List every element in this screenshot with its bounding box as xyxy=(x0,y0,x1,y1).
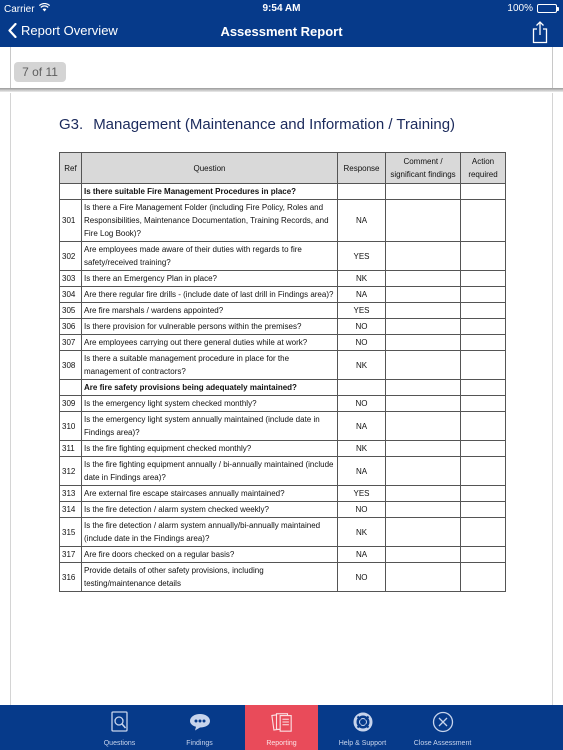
row-ref: 301 xyxy=(60,200,82,242)
lifebuoy-icon xyxy=(352,711,374,733)
row-action xyxy=(461,287,506,303)
nav-title: Assessment Report xyxy=(220,24,343,39)
row-comment xyxy=(386,441,461,457)
row-response: NA xyxy=(338,412,386,441)
row-comment xyxy=(386,412,461,441)
tab-close-assessment[interactable] xyxy=(406,705,479,750)
row-ref: 312 xyxy=(60,457,82,486)
table-row xyxy=(60,271,506,287)
row-comment xyxy=(386,335,461,351)
status-time: 9:54 AM xyxy=(262,3,301,14)
page-separator xyxy=(0,88,563,92)
row-comment xyxy=(386,319,461,335)
row-ref xyxy=(60,380,82,396)
row-comment xyxy=(386,242,461,271)
tab-findings[interactable] xyxy=(163,705,236,750)
row-response: NO xyxy=(338,502,386,518)
row-ref: 309 xyxy=(60,396,82,412)
row-comment xyxy=(386,486,461,502)
table-section-row xyxy=(60,380,506,396)
tab-bar xyxy=(0,705,563,750)
row-response: NO xyxy=(338,396,386,412)
row-question: Is there provision for vulnerable persons within the premises? xyxy=(82,319,338,335)
row-action xyxy=(461,351,506,380)
section-number: G3. xyxy=(59,116,84,133)
table-header-row xyxy=(60,153,506,184)
row-comment xyxy=(386,303,461,319)
row-ref: 307 xyxy=(60,335,82,351)
row-response: YES xyxy=(338,486,386,502)
column-header-question: Question xyxy=(82,153,338,184)
row-question: Is there a suitable management procedure in place for the management of contractors? xyxy=(82,351,338,380)
row-question: Is there an Emergency Plan in place? xyxy=(82,271,338,287)
row-action xyxy=(461,303,506,319)
column-header-action: Action required xyxy=(461,153,506,184)
magnifier-document-icon xyxy=(109,711,131,733)
chevron-left-icon xyxy=(8,23,17,38)
tab-label-findings: Findings xyxy=(186,740,213,747)
column-header-comment: Comment / significant findings xyxy=(386,153,461,184)
page-indicator: 7 of 11 xyxy=(14,62,66,82)
row-comment xyxy=(386,184,461,200)
table-row xyxy=(60,303,506,319)
row-action xyxy=(461,486,506,502)
status-right xyxy=(507,3,557,14)
row-ref: 302 xyxy=(60,242,82,271)
tab-questions[interactable] xyxy=(83,705,156,750)
row-response: NO xyxy=(338,335,386,351)
row-response: YES xyxy=(338,242,386,271)
row-question: Are external fire escape staircases annually maintained? xyxy=(82,486,338,502)
section-title: Management (Maintenance and Information / Training) xyxy=(93,116,456,133)
row-response xyxy=(338,184,386,200)
share-icon xyxy=(531,31,549,48)
row-ref: 315 xyxy=(60,518,82,547)
row-ref: 306 xyxy=(60,319,82,335)
report-page[interactable] xyxy=(10,93,553,705)
row-action xyxy=(461,502,506,518)
row-ref: 305 xyxy=(60,303,82,319)
row-action xyxy=(461,457,506,486)
row-action xyxy=(461,335,506,351)
row-ref: 308 xyxy=(60,351,82,380)
row-comment xyxy=(386,547,461,563)
row-comment xyxy=(386,502,461,518)
section-heading xyxy=(59,116,455,133)
row-response: NA xyxy=(338,457,386,486)
row-comment xyxy=(386,287,461,303)
row-action xyxy=(461,242,506,271)
row-action xyxy=(461,441,506,457)
row-question: Are employees carrying out there general duties while at work? xyxy=(82,335,338,351)
table-row xyxy=(60,319,506,335)
row-question: Is the fire detection / alarm system annually/bi-annually maintained (include date in the Findings area)? xyxy=(82,518,338,547)
row-question: Is the emergency light system annually maintained (include date in Findings area)? xyxy=(82,412,338,441)
row-ref: 314 xyxy=(60,502,82,518)
row-ref: 310 xyxy=(60,412,82,441)
page-indicator-area xyxy=(0,47,563,89)
row-ref xyxy=(60,184,82,200)
table-row xyxy=(60,351,506,380)
row-response: NK xyxy=(338,441,386,457)
row-comment xyxy=(386,380,461,396)
row-question: Provide details of other safety provisions, including testing/maintenance details xyxy=(82,563,338,592)
row-question: Is the fire fighting equipment checked monthly? xyxy=(82,441,338,457)
assessment-table xyxy=(59,152,506,592)
row-response xyxy=(338,380,386,396)
row-action xyxy=(461,200,506,242)
tab-label-questions: Questions xyxy=(103,740,136,747)
table-body xyxy=(60,184,506,592)
row-question: Is there a Fire Management Folder (including Fire Policy, Roles and Responsibilities, Maintenance Documentation, Training Records, and Fire Log Book)? xyxy=(82,200,338,242)
row-action xyxy=(461,271,506,287)
table-row xyxy=(60,242,506,271)
row-comment xyxy=(386,518,461,547)
documents-icon xyxy=(271,711,293,733)
row-question: Are there regular fire drills - (include date of last drill in Findings area)? xyxy=(82,287,338,303)
battery-percent: 100% xyxy=(507,3,533,14)
row-comment xyxy=(386,200,461,242)
row-action xyxy=(461,319,506,335)
table-row xyxy=(60,200,506,242)
row-response: NA xyxy=(338,200,386,242)
row-response: NA xyxy=(338,547,386,563)
row-question: Is the emergency light system checked monthly? xyxy=(82,396,338,412)
row-response: NK xyxy=(338,351,386,380)
navigation-bar xyxy=(0,18,563,47)
tab-label-close-assessment: Close Assessment xyxy=(413,740,472,747)
carrier-label: Carrier xyxy=(4,3,35,15)
row-ref: 316 xyxy=(60,563,82,592)
row-comment xyxy=(386,271,461,287)
row-action xyxy=(461,184,506,200)
row-response: NK xyxy=(338,271,386,287)
column-header-ref: Ref xyxy=(60,153,82,184)
table-row xyxy=(60,412,506,441)
tab-reporting[interactable] xyxy=(245,705,318,750)
row-response: NO xyxy=(338,319,386,335)
row-question: Are employees made aware of their duties with regards to fire safety/received training? xyxy=(82,242,338,271)
table-row xyxy=(60,518,506,547)
battery-icon xyxy=(537,4,557,13)
table-row xyxy=(60,502,506,518)
row-ref: 304 xyxy=(60,287,82,303)
speech-bubble-icon xyxy=(189,711,211,733)
row-comment xyxy=(386,563,461,592)
tab-label-reporting: Reporting xyxy=(266,740,297,747)
row-question: Are fire safety provisions being adequately maintained? xyxy=(82,380,338,396)
table-row xyxy=(60,547,506,563)
row-comment xyxy=(386,396,461,412)
row-action xyxy=(461,380,506,396)
back-button-label: Report Overview xyxy=(21,23,118,38)
row-question: Is there suitable Fire Management Procedures in place? xyxy=(82,184,338,200)
table-row xyxy=(60,563,506,592)
row-response: NK xyxy=(338,518,386,547)
row-question: Is the fire fighting equipment annually / bi-annually maintained (include date in Findings area)? xyxy=(82,457,338,486)
page-left-border xyxy=(10,47,11,89)
row-action xyxy=(461,396,506,412)
table-row xyxy=(60,396,506,412)
table-row xyxy=(60,457,506,486)
row-action xyxy=(461,563,506,592)
row-response: NA xyxy=(338,287,386,303)
table-row xyxy=(60,441,506,457)
column-header-response: Response xyxy=(338,153,386,184)
row-action xyxy=(461,518,506,547)
row-question: Are fire marshals / wardens appointed? xyxy=(82,303,338,319)
close-circle-icon xyxy=(432,711,454,733)
table-row xyxy=(60,335,506,351)
row-question: Is the fire detection / alarm system checked weekly? xyxy=(82,502,338,518)
row-response: YES xyxy=(338,303,386,319)
table-section-row xyxy=(60,184,506,200)
row-ref: 311 xyxy=(60,441,82,457)
row-action xyxy=(461,412,506,441)
row-comment xyxy=(386,457,461,486)
row-action xyxy=(461,547,506,563)
row-comment xyxy=(386,351,461,380)
page-right-border xyxy=(552,47,553,89)
share-button[interactable] xyxy=(531,20,549,44)
row-response: NO xyxy=(338,563,386,592)
back-button[interactable] xyxy=(8,23,118,38)
status-bar xyxy=(0,0,563,18)
table-row xyxy=(60,287,506,303)
tab-label-help-support: Help & Support xyxy=(338,740,387,747)
table-row xyxy=(60,486,506,502)
row-ref: 317 xyxy=(60,547,82,563)
row-ref: 303 xyxy=(60,271,82,287)
row-question: Are fire doors checked on a regular basis? xyxy=(82,547,338,563)
tab-help-support[interactable] xyxy=(326,705,399,750)
row-ref: 313 xyxy=(60,486,82,502)
